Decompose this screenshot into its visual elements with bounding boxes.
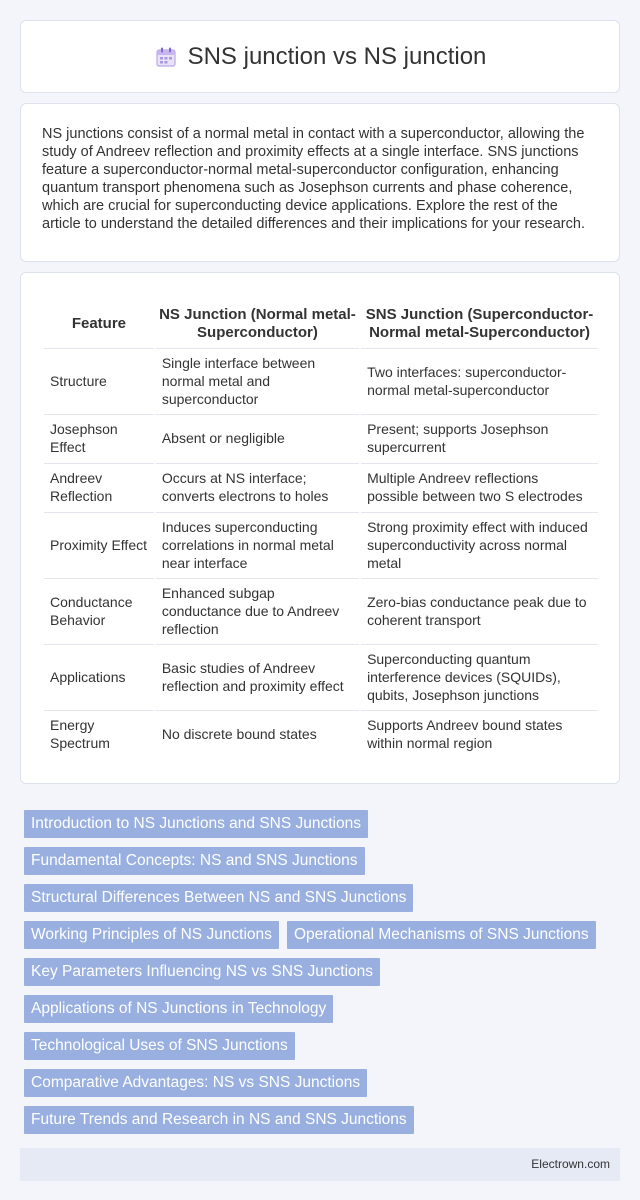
comparison-table-card — [20, 272, 620, 784]
table-row — [44, 710, 598, 757]
table-cell: Present; supports Josephson supercurrent — [361, 414, 598, 461]
table-cell: Strong proximity effect with induced superconductivity across normal metal — [361, 512, 598, 576]
link-row — [24, 884, 624, 912]
table-row — [44, 578, 598, 642]
link-row — [24, 958, 624, 986]
topic-link[interactable]: Operational Mechanisms of SNS Junctions — [287, 921, 596, 949]
table-cell: Conductance Behavior — [44, 578, 154, 642]
table-row — [44, 644, 598, 708]
table-cell: Two interfaces: superconductor-normal metal-superconductor — [361, 348, 598, 412]
link-row — [24, 1069, 624, 1097]
intro-text: NS junctions consist of a normal metal in contact with a superconductor, allowing the study of Andreev reflection and proximity effects at a single interface. SNS junctions feature a superconductor-normal metal-superconductor configuration, enhancing quantum transport phenomena such as Josephson currents and phase coherence, which are crucial for superconducting device applications. Explore the rest of the article to understand the detailed differences and their implications for your research. — [42, 126, 585, 232]
topic-link[interactable]: Future Trends and Research in NS and SNS Junctions — [24, 1106, 414, 1134]
link-row — [24, 1106, 624, 1134]
table-cell: Absent or negligible — [156, 414, 359, 461]
calendar-icon — [154, 45, 178, 69]
topic-link[interactable]: Fundamental Concepts: NS and SNS Junctions — [24, 847, 365, 875]
link-row — [24, 847, 624, 875]
link-row — [24, 1032, 624, 1060]
table-cell: Proximity Effect — [44, 512, 154, 576]
table-cell: Enhanced subgap conductance due to Andreev reflection — [156, 578, 359, 642]
table-cell: Single interface between normal metal and superconductor — [156, 348, 359, 412]
table-row — [44, 414, 598, 461]
link-row — [24, 921, 624, 949]
comparison-table — [42, 300, 600, 759]
table-cell: Applications — [44, 644, 154, 708]
table-header-row — [44, 302, 598, 346]
table-row — [44, 512, 598, 576]
table-cell: Supports Andreev bound states within normal region — [361, 710, 598, 757]
table-cell: Occurs at NS interface; converts electrons to holes — [156, 463, 359, 510]
table-cell: Structure — [44, 348, 154, 412]
topic-link[interactable]: Working Principles of NS Junctions — [24, 921, 279, 949]
link-row — [24, 810, 624, 838]
topic-link[interactable]: Comparative Advantages: NS vs SNS Junctions — [24, 1069, 367, 1097]
link-row — [24, 995, 624, 1023]
table-row — [44, 348, 598, 412]
topic-link[interactable]: Introduction to NS Junctions and SNS Junctions — [24, 810, 368, 838]
table-cell: Zero-bias conductance peak due to coherent transport — [361, 578, 598, 642]
related-links — [24, 810, 624, 1143]
intro-card — [20, 103, 620, 262]
table-cell: Multiple Andreev reflections possible between two S electrodes — [361, 463, 598, 510]
topic-link[interactable]: Applications of NS Junctions in Technology — [24, 995, 333, 1023]
page-title: SNS junction vs NS junction — [187, 42, 487, 70]
header-sns-junction: SNS Junction (Superconductor-Normal metal-Superconductor) — [365, 306, 594, 341]
table-cell: Basic studies of Andreev reflection and proximity effect — [156, 644, 359, 708]
table-cell: Josephson Effect — [44, 414, 154, 461]
footer — [20, 1148, 620, 1181]
topic-link[interactable]: Key Parameters Influencing NS vs SNS Junctions — [24, 958, 380, 986]
header-feature: Feature — [71, 315, 127, 332]
table-cell: Andreev Reflection — [44, 463, 154, 510]
topic-link[interactable]: Technological Uses of SNS Junctions — [24, 1032, 295, 1060]
title-card — [20, 20, 620, 93]
table-cell: Superconducting quantum interference devices (SQUIDs), qubits, Josephson junctions — [361, 644, 598, 708]
table-row — [44, 463, 598, 510]
topic-link[interactable]: Structural Differences Between NS and SNS Junctions — [24, 884, 413, 912]
table-cell: No discrete bound states — [156, 710, 359, 757]
table-cell: Energy Spectrum — [44, 710, 154, 757]
table-cell: Induces superconducting correlations in normal metal near interface — [156, 512, 359, 576]
header-ns-junction: NS Junction (Normal metal-Superconductor) — [159, 306, 356, 341]
footer-brand[interactable]: Electrown.com — [531, 1157, 610, 1171]
